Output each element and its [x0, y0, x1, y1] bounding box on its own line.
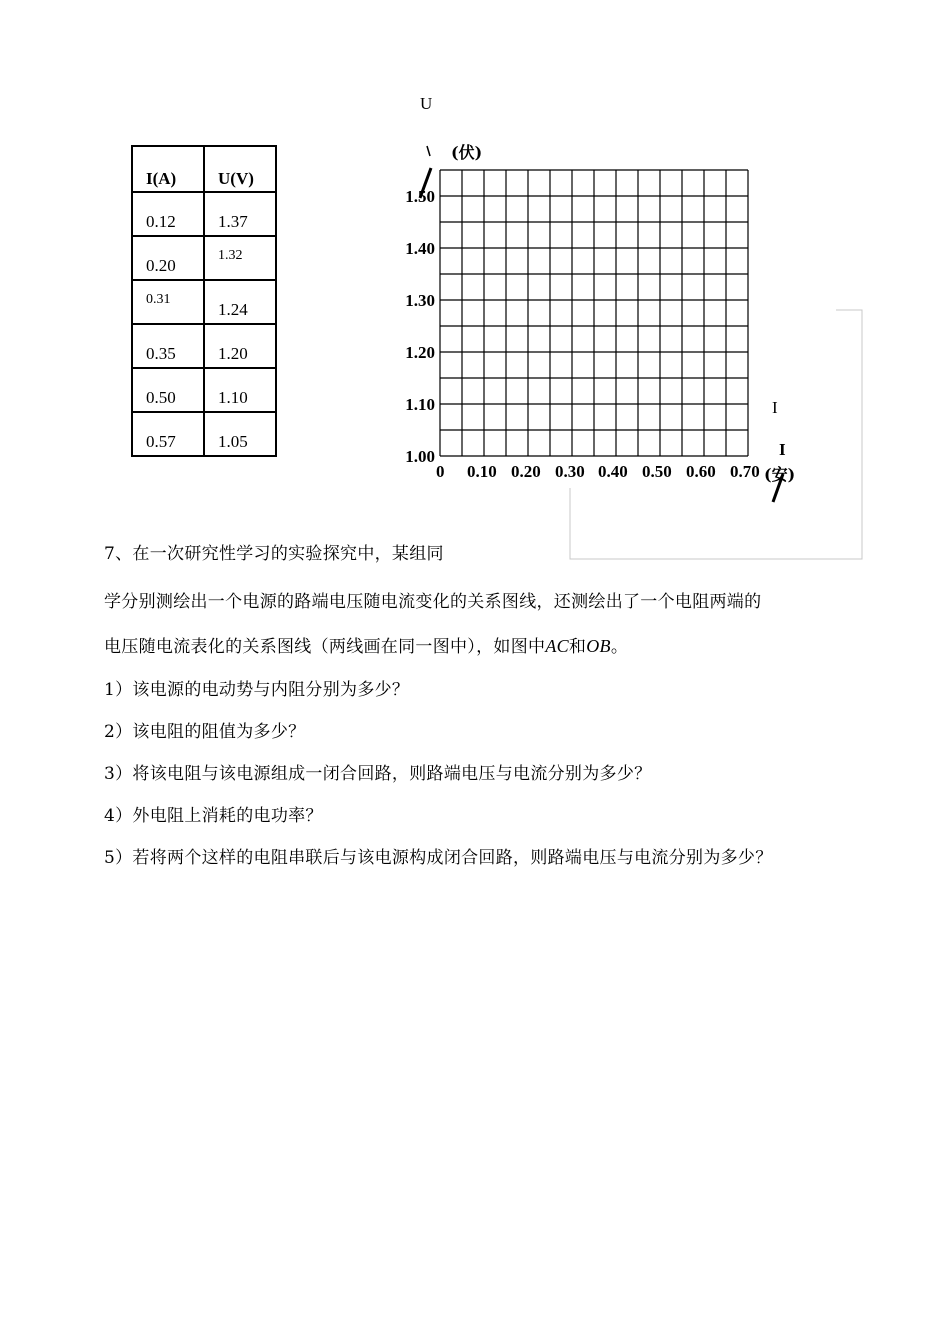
problem-line-1: 7、在一次研究性学习的实验探究中，某组同	[104, 544, 444, 564]
table-header-current: I(A)	[132, 146, 204, 192]
y-tick-label: 1.00	[405, 447, 435, 466]
y-tick-label: 1.30	[405, 291, 435, 310]
x-axis-symbol: I	[779, 440, 786, 459]
problem-line-3-and: 和	[568, 637, 587, 657]
y-axis-unit: (伏)	[451, 143, 483, 162]
table-cell: 1.05	[204, 412, 276, 456]
x-tick-label: 0.10	[467, 462, 497, 481]
i-axis-label: I	[772, 398, 778, 417]
table-header-voltage: U(V)	[204, 146, 276, 192]
problem-line-3	[104, 632, 628, 657]
x-tick-label: 0	[436, 462, 445, 481]
table-cell: 1.20	[204, 324, 276, 368]
table-cell: 1.10	[204, 368, 276, 412]
question-3: 3）将该电阻与该电源组成一闭合回路，则路端电压与电流分别为多少？	[104, 764, 652, 784]
question-4: 4）外电阻上消耗的电功率？	[104, 806, 323, 826]
x-tick-label: 0.50	[642, 462, 672, 481]
table-cell: 1.32	[204, 236, 276, 280]
y-tick-label: 1.50	[405, 187, 435, 206]
x-axis-unit: (安)	[764, 465, 796, 484]
table-cell: 0.12	[132, 192, 204, 236]
x-tick-label: 0.60	[686, 462, 716, 481]
question-2: 2）该电阻的阻值为多少？	[104, 722, 306, 742]
question-1: 1）该电源的电动势与内阻分别为多少？	[104, 680, 410, 700]
y-tick-label: 1.20	[405, 343, 435, 362]
table-cell: 0.20	[132, 236, 204, 280]
x-tick-label: 0.20	[511, 462, 541, 481]
question-5: 5）若将两个这样的电阻串联后与该电源构成闭合回路，则路端电压与电流分别为多少？	[104, 848, 773, 868]
problem-line-3-text: 电压随电流表化的关系图线（两线画在同一图中），如图中	[104, 637, 546, 657]
table-cell: 0.35	[132, 324, 204, 368]
table-cell: 1.37	[204, 192, 276, 236]
x-tick-label: 0.30	[555, 462, 585, 481]
y-tick-label: 1.40	[405, 239, 435, 258]
y-tick-label: 1.10	[405, 395, 435, 414]
table-cell: 0.57	[132, 412, 204, 456]
u-axis-label: U	[420, 94, 433, 113]
table-cell: 0.50	[132, 368, 204, 412]
x-tick-label: 0.40	[598, 462, 628, 481]
problem-line-2: 学分别测绘出一个电源的路端电压随电流变化的关系图线，还测绘出了一个电阻两端的	[104, 592, 762, 612]
frame-outline	[570, 310, 862, 559]
label-ob: OB	[586, 636, 611, 656]
table-cell: 1.24	[204, 280, 276, 324]
graph-grid	[0, 0, 950, 600]
table-cell: 0.31	[132, 280, 204, 324]
label-ac: AC	[545, 636, 569, 656]
y-axis-small-mark	[427, 146, 430, 156]
x-tick-label: 0.70	[730, 462, 760, 481]
problem-line-3-end: 。	[610, 637, 629, 657]
